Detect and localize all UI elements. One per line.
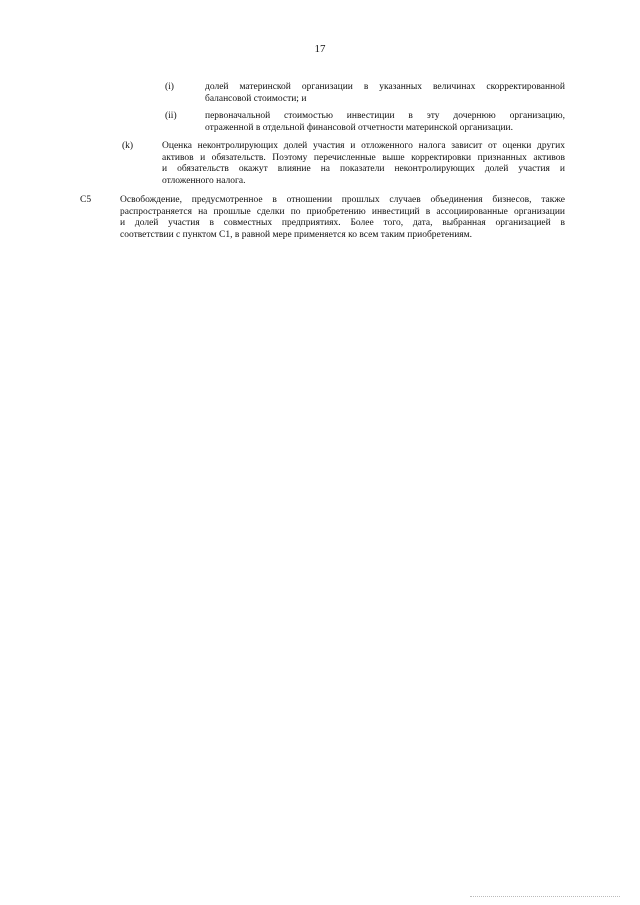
- c5-line-3: и долей участия в совместных предприятиях. Более того, дата, выбранная организацией в: [120, 218, 565, 228]
- item-k-line-3: и обязательств окажут влияние на показатели неконтролирующих долей участия и: [162, 164, 565, 174]
- item-text-ii: [205, 111, 565, 134]
- item-ii-line-1: первоначальной стоимостью инвестиции в эту дочернюю организацию,: [205, 111, 565, 121]
- item-ii-line-2: отраженной в отдельной финансовой отчетности материнской организации.: [205, 122, 513, 133]
- item-k-line-4: отложенного налога.: [162, 175, 246, 186]
- item-label-k: (k): [122, 141, 134, 151]
- paragraph-text-c5: [120, 195, 565, 241]
- c5-line-4: соответствии с пунктом C1, в равной мере применяется ко всем таким приобретениям.: [120, 229, 473, 240]
- item-text-i: [205, 82, 565, 105]
- scan-edge-mark: [470, 896, 620, 897]
- item-label-ii: (ii): [165, 111, 177, 121]
- item-i-line-1: долей материнской организации в указанных величинах скорректированной: [205, 82, 565, 92]
- item-i-line-2: балансовой стоимости; и: [205, 93, 307, 104]
- paragraph-label-c5: C5: [80, 195, 92, 205]
- page-number: 17: [314, 43, 326, 55]
- item-text-k: [162, 141, 565, 187]
- item-label-i: (i): [165, 82, 174, 92]
- item-k-line-2: активов и обязательств. Поэтому перечисленные выше корректировки признанных активов: [162, 152, 565, 163]
- item-k-line-1: Оценка неконтролирующих долей участия и отложенного налога зависит от оценки других: [162, 141, 565, 151]
- c5-line-1: Освобождение, предусмотренное в отношении прошлых случаев объединения бизнесов, также: [120, 195, 565, 205]
- c5-line-2: распространяется на прошлые сделки по приобретению инвестиций в ассоциированные организации: [120, 206, 565, 217]
